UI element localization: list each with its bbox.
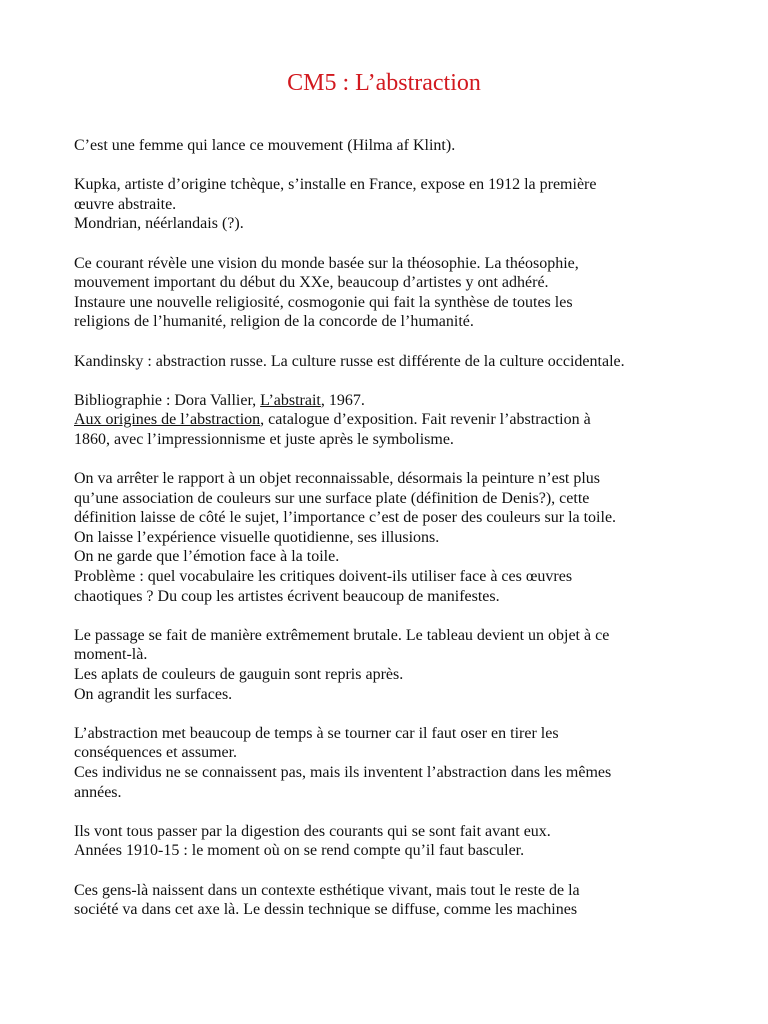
- page-title: CM5 : L’abstraction: [287, 70, 481, 96]
- text-line: moment-là.: [74, 646, 148, 664]
- paragraph-8: [74, 724, 714, 802]
- paragraph-2: [74, 175, 714, 234]
- text-line: Kandinsky : abstraction russe. La culture russe est différente de la culture occidentale.: [74, 352, 625, 370]
- text-line: mouvement important du début du XXe, beaucoup d’artistes y ont adhéré.: [74, 274, 549, 292]
- text-line: conséquences et assumer.: [74, 744, 238, 762]
- text-line: qu’une association de couleurs sur une surface plate (définition de Denis?), cette: [74, 489, 590, 507]
- text-line: Ils vont tous passer par la digestion des courants qui se sont fait avant eux.: [74, 822, 551, 840]
- catalogue-title-underlined: Aux origines de l’abstraction: [74, 411, 261, 429]
- text-line: société va dans cet axe là. Le dessin technique se diffuse, comme les machines: [74, 901, 578, 919]
- text-line: Ces individus ne se connaissent pas, mais ils inventent l’abstraction dans les mêmes: [74, 764, 612, 781]
- text-line: Instaure une nouvelle religiosité, cosmogonie qui fait la synthèse de toutes les: [74, 293, 573, 311]
- paragraph-4: [74, 352, 714, 372]
- paragraph-6: [74, 469, 714, 606]
- text-line: Le passage se fait de manière extrêmement brutale. Le tableau devient un objet à ce: [74, 626, 610, 644]
- text-line: On agrandit les surfaces.: [74, 685, 233, 703]
- text-line: C’est une femme qui lance ce mouvement (Hilma af Klint).: [74, 137, 456, 154]
- paragraph-1: [74, 136, 714, 156]
- text-line: On laisse l’expérience visuelle quotidienne, ses illusions.: [74, 528, 440, 546]
- text-line: L’abstraction met beaucoup de temps à se tourner car il faut oser en tirer les: [74, 724, 559, 742]
- text-line: [74, 391, 714, 411]
- text-line: Problème : quel vocabulaire les critiques doivent-ils utiliser face à ces œuvres: [74, 568, 573, 586]
- text-line: [74, 410, 714, 430]
- paragraph-bibliography: [74, 391, 714, 450]
- paragraph-7: [74, 626, 714, 704]
- text-line: Ces gens-là naissent dans un contexte esthétique vivant, mais tout le reste de la: [74, 881, 580, 899]
- text-line: Kupka, artiste d’origine tchèque, s’installe en France, expose en 1912 la première: [74, 176, 597, 194]
- paragraph-10: [74, 881, 714, 920]
- paragraph-9: [74, 822, 714, 861]
- bibliography-prefix: Bibliographie : Dora Vallier,: [74, 391, 261, 409]
- bibliography-year: , 1967.: [320, 391, 365, 409]
- text-line: On ne garde que l’émotion face à la toile.: [74, 548, 340, 566]
- text-line: Les aplats de couleurs de gauguin sont repris après.: [74, 666, 404, 684]
- text-line: On va arrêter le rapport à un objet reconnaissable, désormais la peinture n’est plus: [74, 470, 601, 488]
- text-line: Ce courant révèle une vision du monde basée sur la théosophie. La théosophie,: [74, 254, 579, 272]
- paragraph-3: [74, 254, 714, 332]
- text-line: définition laisse de côté le sujet, l’importance c’est de poser des couleurs sur la toile.: [74, 509, 617, 527]
- document-body: [74, 136, 714, 939]
- text-line: 1860, avec l’impressionnisme et juste après le symbolisme.: [74, 430, 454, 448]
- text-line: chaotiques ? Du coup les artistes écrivent beaucoup de manifestes.: [74, 587, 500, 605]
- text-line: Mondrian, néérlandais (?).: [74, 215, 244, 233]
- text-line: religions de l’humanité, religion de la concorde de l’humanité.: [74, 313, 474, 331]
- text-line: Années 1910-15 : le moment où on se rend compte qu’il faut basculer.: [74, 842, 525, 860]
- catalogue-description: , catalogue d’exposition. Fait revenir l’abstraction à: [260, 411, 591, 429]
- book-title-underlined: L’abstrait: [260, 391, 321, 409]
- text-line: années.: [74, 783, 122, 801]
- text-line: œuvre abstraite.: [74, 195, 177, 213]
